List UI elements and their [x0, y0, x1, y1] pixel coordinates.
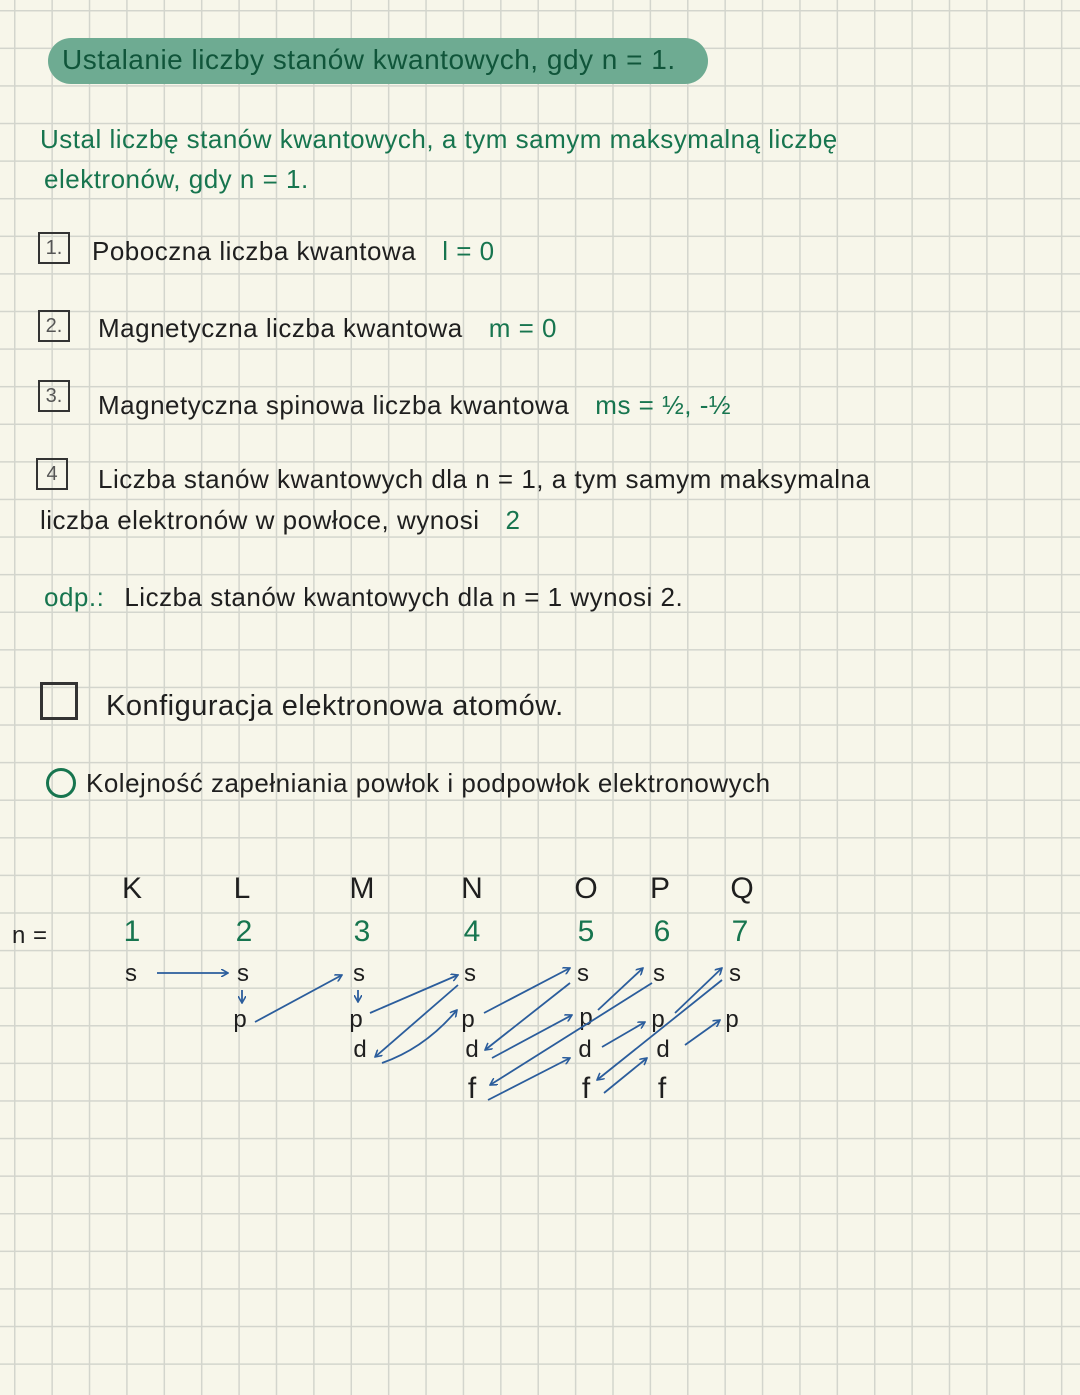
task-line-1: Ustal liczbę stanów kwantowych, a tym samym maksymalną liczbę — [40, 124, 838, 154]
shell-number: 7 — [731, 915, 749, 948]
step-2-box: 2. — [38, 310, 70, 342]
step-2-value: m = 0 — [488, 313, 557, 343]
shell-letter: P — [649, 872, 671, 905]
answer-label: odp.: — [44, 582, 105, 612]
shell-letter: N — [461, 872, 483, 905]
subsection-title: Kolejność zapełniania powłok i podpowłok elektronowych — [86, 768, 771, 798]
arrow-7s-5f — [597, 980, 722, 1080]
arrow-2p-3s — [255, 975, 342, 1022]
shell-number: 2 — [235, 915, 253, 948]
step-1-box: 1. — [38, 232, 70, 264]
shell-number: 5 — [577, 915, 595, 948]
subshell-5s: s — [577, 960, 589, 987]
arrow-6p-7s — [675, 968, 722, 1013]
subshell-5f: f — [581, 1072, 591, 1105]
step-4-text: Liczba stanów kwantowych dla n = 1, a tym samym maksymalna — [98, 464, 871, 494]
arrow-4d-5p — [492, 1015, 572, 1058]
step-4-box: 4 — [36, 458, 68, 490]
arrow-5f-6d — [604, 1058, 647, 1093]
subshell-4f: f — [467, 1072, 477, 1105]
shell-number: 3 — [353, 915, 371, 948]
step-4-value: 2 — [505, 505, 521, 535]
step-2-text: Magnetyczna liczba kwantowa — [98, 313, 463, 343]
step-3-box: 3. — [38, 380, 70, 412]
subshell-5p: p — [579, 1004, 593, 1031]
subshell-3s: s — [353, 960, 365, 987]
subshell-6s: s — [653, 960, 665, 987]
step-1-value: l = 0 — [442, 236, 495, 266]
section-title: Konfiguracja elektronowa atomów. — [106, 690, 564, 722]
subshell-6f: f — [657, 1072, 667, 1105]
subshell-7p: p — [725, 1006, 739, 1033]
step-4-text-2: liczba elektronów w powłoce, wynosi — [40, 505, 480, 535]
subshell-6d: d — [656, 1036, 670, 1063]
step-3-value: ms = ½, -½ — [595, 390, 732, 420]
arrow-4p-5s — [484, 968, 570, 1013]
n-label: n = — [12, 922, 48, 949]
step-1-text: Poboczna liczba kwantowa — [92, 236, 417, 266]
arrow-6d-7p — [685, 1020, 720, 1045]
arrow-6s-4f — [490, 983, 652, 1085]
subshell-6p: p — [651, 1006, 665, 1033]
shell-letter: O — [574, 872, 598, 905]
shell-letter: Q — [730, 872, 754, 905]
page-title: Ustalanie liczby stanów kwantowych, gdy n = 1. — [62, 44, 676, 75]
answer-text: Liczba stanów kwantowych dla n = 1 wynosi 2. — [124, 582, 684, 612]
arrow-3p-4s — [370, 975, 458, 1013]
subshell-5d: d — [578, 1036, 592, 1063]
subshell-3d: d — [353, 1036, 367, 1063]
shell-number: 1 — [123, 915, 141, 948]
subshell-2p: p — [233, 1006, 247, 1033]
shell-letter: M — [349, 872, 375, 905]
task-line-2: elektronów, gdy n = 1. — [44, 164, 309, 194]
arrow-5d-6p — [602, 1022, 645, 1047]
subshell-2s: s — [237, 960, 249, 987]
shell-letter: K — [121, 872, 143, 905]
subshell-4p: p — [461, 1006, 475, 1033]
subshell-3p: p — [349, 1006, 363, 1033]
subshell-1s: s — [125, 960, 137, 987]
shell-number: 6 — [653, 915, 671, 948]
subshell-7s: s — [729, 960, 741, 987]
arrow-5s-4d — [485, 983, 570, 1050]
shell-letter: L — [233, 872, 251, 905]
step-3-text: Magnetyczna spinowa liczba kwantowa — [98, 390, 570, 420]
subshell-4d: d — [465, 1036, 479, 1063]
subshell-4s: s — [464, 960, 476, 987]
shell-number: 4 — [463, 915, 481, 948]
